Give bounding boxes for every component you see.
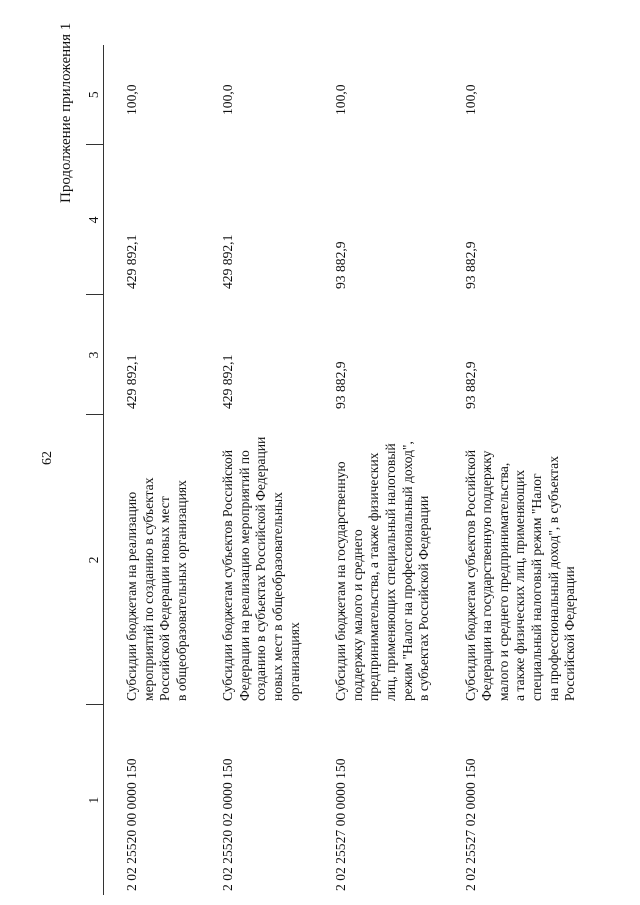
- row-name-line: в субъектах Российской Федерации: [416, 495, 432, 701]
- table-row: [443, 45, 589, 895]
- table-header-row: [86, 45, 104, 895]
- table-row: [104, 45, 201, 895]
- row-name-line: Федерации на государственную поддержку: [479, 450, 495, 701]
- row-name-line: Субсидии бюджетам субъектов Российской: [462, 449, 478, 701]
- row-col4: 429 892,1: [220, 234, 236, 289]
- row-name-line: специальный налоговый режим "Налог: [528, 473, 544, 701]
- row-code: 2 02 25520 02 0000 150: [220, 758, 236, 891]
- row-col3: 93 882,9: [462, 361, 478, 409]
- continuation-label: Продолжение приложения 1: [58, 22, 74, 203]
- row-col5: 100,0: [220, 84, 236, 115]
- header-col-2: 2: [86, 415, 104, 705]
- row-name-line: Федерации на реализацию мероприятий по: [236, 450, 252, 701]
- row-name-line: организациях: [286, 622, 302, 701]
- header-col-5: 5: [86, 45, 104, 145]
- row-col4: 429 892,1: [124, 234, 139, 289]
- row-name-line: малого и среднего предпринимательства,: [495, 462, 511, 701]
- row-col3: 429 892,1: [124, 354, 139, 409]
- table-row: [313, 45, 442, 895]
- budget-table: [86, 45, 589, 895]
- row-name-line: предпринимательства, а также физических: [366, 452, 382, 701]
- row-name-line: а также физических лиц, применяющих: [512, 469, 528, 701]
- row-name: [200, 415, 313, 705]
- row-name-line: Субсидии бюджетам на государственную: [333, 461, 349, 701]
- page-number: 62: [40, 451, 55, 465]
- row-col5: 100,0: [462, 84, 478, 115]
- row-name-line: режим "Налог на профессиональный доход",: [399, 441, 415, 701]
- table-row: [200, 45, 313, 895]
- row-code: 2 02 25527 00 0000 150: [333, 758, 349, 891]
- row-name-line: на профессиональный доход", в субъектах: [545, 456, 561, 701]
- row-code: 2 02 25520 00 0000 150: [124, 758, 139, 891]
- row-name-line: Российской Федерации: [562, 566, 578, 701]
- row-code: 2 02 25527 02 0000 150: [462, 758, 478, 891]
- row-name-line: в общеобразовательных организациях: [173, 480, 189, 701]
- header-col-1: 1: [86, 705, 104, 895]
- header-col-3: 3: [86, 295, 104, 415]
- row-name: [313, 415, 442, 705]
- row-name: [443, 415, 589, 705]
- row-name-line: мероприятий по созданию в субъектах: [140, 477, 156, 701]
- row-name-line: поддержку малого и среднего: [349, 529, 365, 701]
- row-name-line: новых мест в общеобразовательных: [270, 492, 286, 701]
- row-name-line: лиц, применяющих специальный налоговый: [382, 443, 398, 701]
- row-col4: 93 882,9: [333, 241, 349, 289]
- row-name: [104, 415, 201, 705]
- row-name-line: Субсидии бюджетам субъектов Российской: [220, 449, 236, 701]
- row-col5: 100,0: [124, 84, 139, 115]
- row-col4: 93 882,9: [462, 241, 478, 289]
- row-name-line: созданию в субъектах Российской Федерации: [253, 436, 269, 701]
- row-col3: 429 892,1: [220, 354, 236, 409]
- row-name-line: Субсидии бюджетам на реализацию: [124, 491, 139, 701]
- row-col5: 100,0: [333, 84, 349, 115]
- row-col3: 93 882,9: [333, 361, 349, 409]
- row-name-line: Российской Федерации новых мест: [157, 496, 173, 701]
- header-col-4: 4: [86, 145, 104, 295]
